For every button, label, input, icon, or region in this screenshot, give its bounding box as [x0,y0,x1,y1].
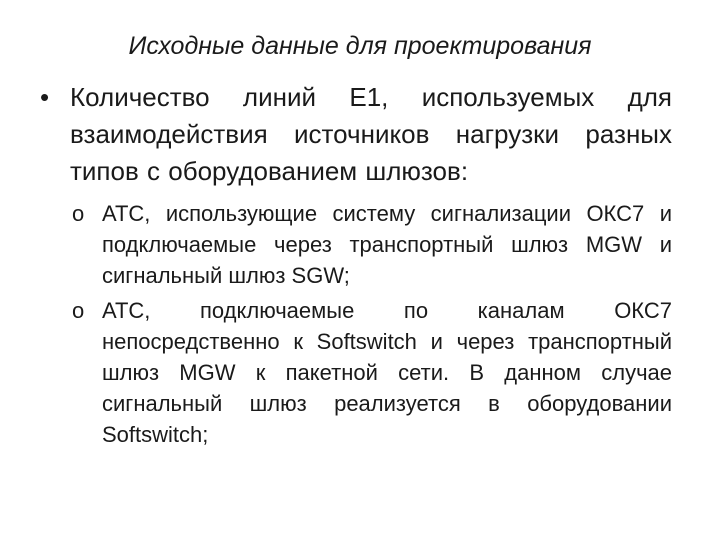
main-bullet-text: Количество линий Е1, используемых для взаимодействия источников нагрузки разных типов с оборудованием шлюзов: [70,82,672,186]
sub-bullet-item [72,198,672,291]
sub-bullet-list [72,198,672,454]
bullet-marker: • [40,82,50,112]
sub-bullet-marker: o [72,201,85,226]
slide-title: Исходные данные для проектирования [128,32,592,60]
sub-bullet-text: АТС, использующие систему сигнализации ОКС7 и подключаемые через транспортный шлюз MGW и сигнальный шлюз SGW; [102,201,672,288]
main-bullet [40,79,672,190]
sub-bullet-text: АТС, подключаемые по каналам ОКС7 непосредственно к Softswitch и через транспортный шлюз MGW к пакетной сети. В данном случае сигнальный шлюз реализуется в оборудовании Softswitch; [102,298,672,447]
sub-bullet-item [72,295,672,450]
sub-bullet-marker: o [72,298,85,323]
